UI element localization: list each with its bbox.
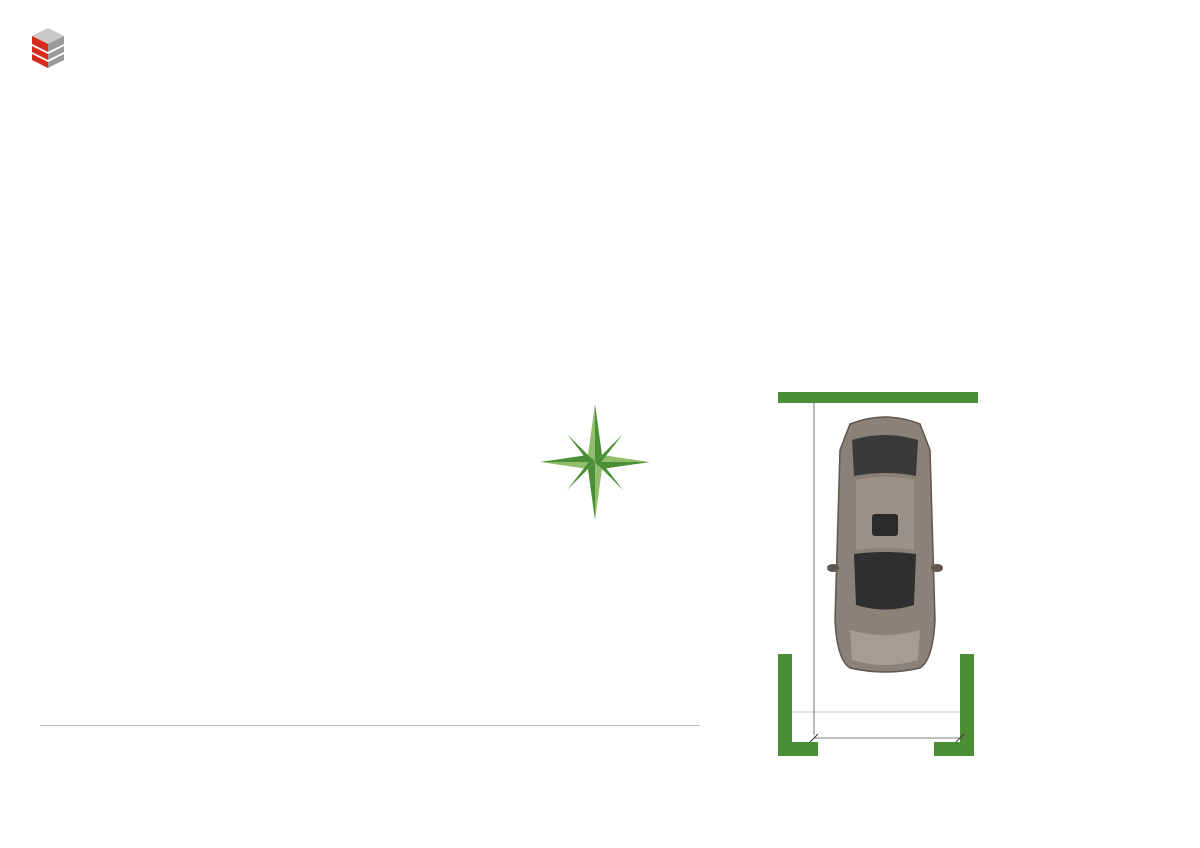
detail-left-post [778, 654, 792, 754]
detail-top-wall [778, 392, 978, 403]
floor-plan [0, 0, 1200, 380]
compass-rose [530, 395, 660, 530]
title-divider [40, 725, 700, 726]
spot-detail-drawing [770, 390, 980, 770]
detail-right-post [960, 654, 974, 754]
car-top-view-icon [827, 417, 943, 672]
footer-contact [52, 797, 1172, 811]
